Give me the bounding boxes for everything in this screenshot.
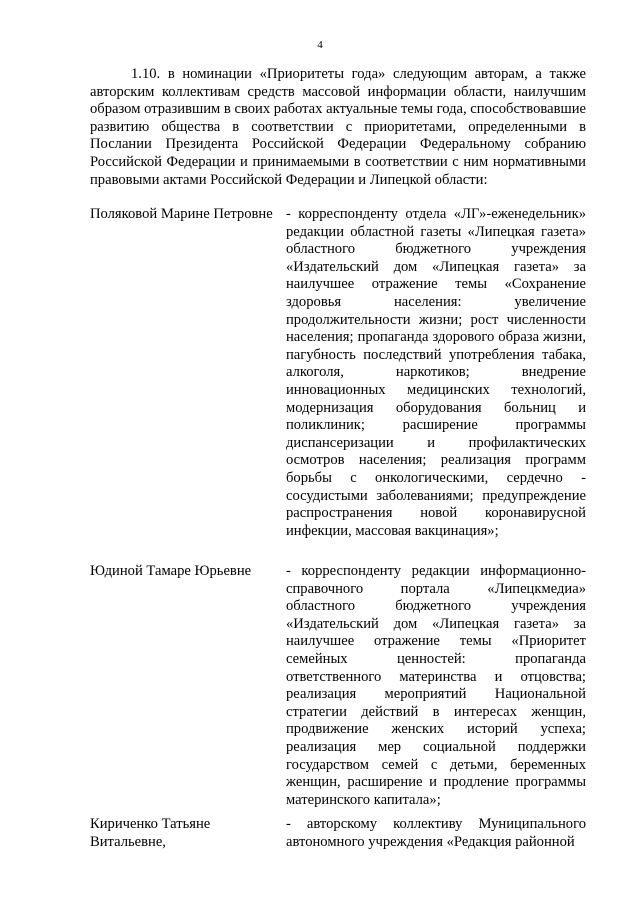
recipient-description: - корреспонденту отдела «ЛГ»-еженедельник» редакции областной газеты «Липецкая газета» областного бюджетного учреждения «Издательский дом «Липецкая газета» за наилучшее отражение темы «Сохранение здоровья населения: увеличение продолжительности жизни; рост численности населения; пропаганда здорового образа жизни, пагубность последствий употребления табака, алкоголя, наркотиков; внедрение инновационных медицинских технологий, модернизация оборудования больниц и поликлиник; расширение программы диспансеризации и профилактических осмотров населения; реализация программ борьбы с онкологическими, сердечно - сосудистыми заболеваниями; предупреждение распространения новой коронавирусной инфекции, массовая вакцинация»; (286, 206, 586, 539)
page-number: 4 (317, 39, 323, 51)
recipient-name: Юдиной Тамаре Юрьевне (90, 563, 252, 579)
recipient-description: - авторскому коллективу Муниципального автономного учреждения «Редакция районной (286, 816, 586, 850)
recipient-name: Поляковой Марине Петровне (90, 206, 273, 222)
recipient-name: Кириченко Татьяне Витальевне, (90, 816, 211, 850)
recipient-description: - корреспонденту редакции информационно-справочного портала «Липецкмедиа» областного бюджетного учреждения «Издательский дом «Липецкая газета» за наилучшее отражение темы «Приоритет семейных ценностей: пропаганда ответственного материнства и отцовства; реализация мероприятий Национальной стратегии действий в интересах женщин, продвижение женских историй успеха; реализация мер социальной поддержки государством семей с детьми, беременных женщин, расширение и продление программы материнского капитала»; (286, 563, 586, 808)
intro-paragraph: 1.10. в номинации «Приоритеты года» следующим авторам, а также авторским коллективам средств массовой информации области, наилучшим образом отразившим в своих работах актуальные темы года, способствовавшие развитию общества в соответствии с приоритетами, определенными в Послании Президента Российской Федерации Федеральному собранию Российской Федерации и принимаемыми в соответствии с ним нормативными правовыми актами Российской Федерации и Липецкой области: (90, 66, 586, 188)
